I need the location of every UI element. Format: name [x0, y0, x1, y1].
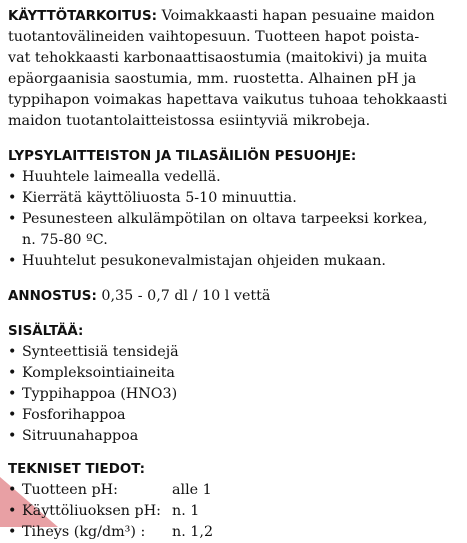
purpose-section: [8, 6, 460, 132]
wash-instructions-list: [8, 167, 460, 272]
dosage-section: [8, 286, 460, 307]
spec-label: Tiheys (kg/dm³) :: [22, 524, 146, 540]
wash-instructions-heading: LYPSYLAITTEISTON JA TILASÄILIÖN PESUOHJE:: [8, 149, 357, 164]
contents-list: [8, 342, 460, 447]
purpose-heading: KÄYTTÖTARKOITUS:: [8, 9, 158, 24]
list-item: • Synteettisiä tensidejä: [8, 342, 460, 363]
wash-instructions-section: [8, 146, 460, 272]
list-item: • Kompleksointiaineita: [8, 363, 460, 384]
purpose-line-1: KÄYTTÖTARKOITUS: Voimakkaasti hapan pesuaine maidon: [8, 8, 435, 24]
dosage-value: 0,35 - 0,7 dl / 10 l vettä: [101, 288, 271, 304]
technical-section: [8, 459, 460, 543]
purpose-line-4: epäorgaanisia saostumia, mm. ruostetta. Alhainen pH ja: [8, 71, 417, 87]
list-item: • Huuhtelut pesukonevalmistajan ohjeiden mukaan.: [8, 251, 460, 272]
dosage-line: [8, 286, 460, 307]
bullet-icon: •: [8, 503, 17, 519]
spec-value: n. 1: [172, 503, 200, 519]
purpose-line-6: maidon tuotantolaitteistossa esiintyviä mikrobeja.: [8, 113, 371, 129]
bullet-icon: •: [8, 386, 17, 402]
bullet-icon: •: [8, 211, 17, 227]
spec-value: alle 1: [172, 482, 212, 498]
spec-row: [8, 501, 460, 522]
spec-label: Käyttöliuoksen pH:: [22, 503, 161, 519]
product-info-sheet: [8, 6, 460, 543]
spec-row: [8, 480, 460, 501]
bullet-icon: •: [8, 482, 17, 498]
list-item-continuation: n. 75-80 ºC.: [22, 232, 108, 248]
bullet-icon: •: [8, 524, 17, 540]
list-item: • Pesunesteen alkulämpötilan on oltava tarpeeksi korkea, n. 75-80 ºC.: [8, 211, 428, 248]
purpose-line-5: typpihapon voimakas hapettava vaikutus tuhoaa tehokkaasti: [8, 92, 448, 108]
bullet-icon: •: [8, 407, 17, 423]
bullet-icon: •: [8, 169, 17, 185]
purpose-line-2: tuotantovälineiden vaihtopesuun. Tuotteen hapot poista-: [8, 29, 420, 45]
spec-value: n. 1,2: [172, 524, 214, 540]
purpose-line-3: vat tehokkaasti karbonaattisaostumia (maitokivi) ja muita: [8, 50, 428, 66]
list-item: • Kierrätä käyttöliuosta 5-10 minuuttia.: [8, 188, 460, 209]
bullet-icon: •: [8, 365, 17, 381]
list-item: • Fosforihappoa: [8, 405, 460, 426]
bullet-icon: •: [8, 253, 17, 269]
bullet-icon: •: [8, 428, 17, 444]
spec-label: Tuotteen pH:: [22, 482, 118, 498]
dosage-heading: ANNOSTUS:: [8, 289, 97, 304]
bullet-icon: •: [8, 190, 17, 206]
spec-row: [8, 522, 460, 543]
contents-heading: SISÄLTÄÄ:: [8, 324, 84, 339]
list-item: • Typpihappoa (HNO3): [8, 384, 460, 405]
contents-section: [8, 321, 460, 447]
technical-heading: TEKNISET TIEDOT:: [8, 462, 145, 477]
bullet-icon: •: [8, 344, 17, 360]
list-item: • Sitruunahappoa: [8, 426, 460, 447]
list-item: • Huuhtele laimealla vedellä.: [8, 167, 460, 188]
technical-list: [8, 480, 460, 543]
